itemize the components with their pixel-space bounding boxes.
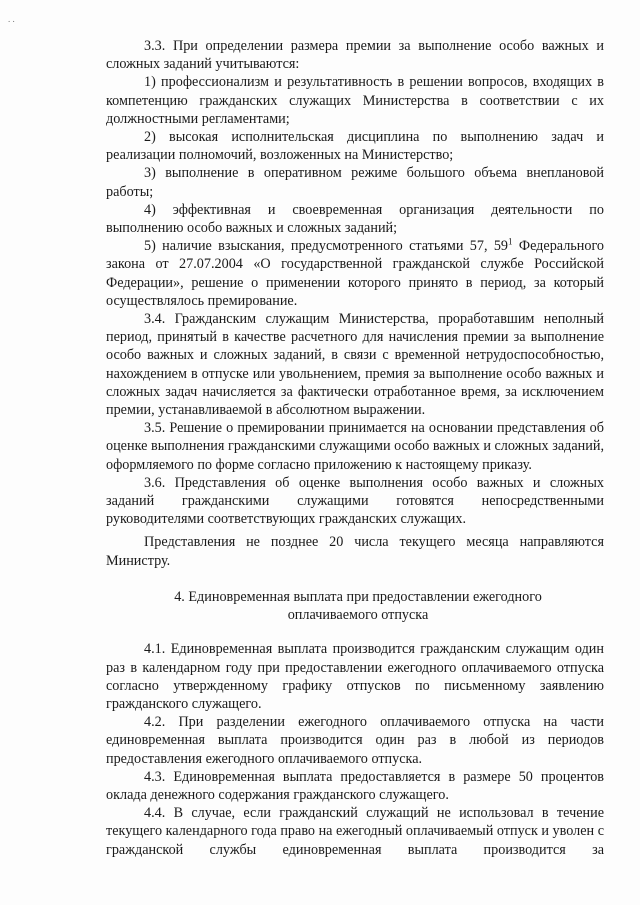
- list-item-1: 1) профессионализм и результативность в решении вопросов, входящих в компетенцию гражданских служащих Министерства в соответствии с их должностными регламентами;: [106, 74, 604, 127]
- list-item-5-text: 5) наличие взыскания, предусмотренного статьями 57, 59: [144, 238, 509, 255]
- list-item-3: 3) выполнение в оперативном режиме большого объема внеплановой работы;: [106, 165, 604, 200]
- paragraph-3-3: 3.3. При определении размера премии за выполнение особо важных и сложных заданий учитываются:: [106, 38, 604, 73]
- paragraph-4-2: 4.2. При разделении ежегодного оплачиваемого отпуска на части единовременная выплата производится один раз в любой из периодов предоставления ежегодного оплачиваемого отпуска.: [106, 714, 604, 767]
- document-body: [106, 37, 604, 859]
- section-4-heading: [106, 570, 604, 640]
- paragraph-4-4: 4.4. В случае, если гражданский служащий не использовал в течение текущего календарного года право на ежегодный оплачиваемый отпуск и уволен с гражданской службы единовременная выплата производится за: [106, 805, 604, 858]
- section-4-heading-line2: оплачиваемого отпуска: [287, 607, 429, 624]
- paragraph-3-6: 3.6. Представления об оценке выполнения особо важных и сложных заданий гражданскими служащими готовятся непосредственными руководителями соответствующих гражданских служащих.: [106, 474, 604, 528]
- paragraph-4-3: 4.3. Единовременная выплата предоставляется в размере 50 процентов оклада денежного содержания гражданского служащего.: [106, 768, 604, 803]
- article-superscript: 1: [508, 236, 513, 247]
- scan-mark: . .: [8, 14, 15, 24]
- list-item-5-rest: Федерального закона от 27.07.2004 «О государственной гражданской службе Российской Федерации», решение о применении которого принято в период, за который осуществлялось премирование.: [106, 238, 605, 309]
- paragraph-3-4: 3.4. Гражданским служащим Министерства, проработавшим неполный период, принятый в качестве расчетного для начисления премии за выполнение особо важных и сложных заданий, в связи с временной нетрудоспособностью, нахождением в отпуске или увольнением, премия за выполнение особо важных и сложных задач начисляется за фактически отработанное время, за исключением премии, устанавливаемой в абсолютном выражении.: [106, 311, 604, 419]
- list-item-2: 2) высокая исполнительская дисциплина по выполнению задач и реализации полномочий, возложенных на Министерство;: [106, 129, 604, 164]
- list-item-5: [106, 237, 604, 310]
- section-4-heading-line1: 4. Единовременная выплата при предоставлении ежегодного: [174, 588, 542, 605]
- paragraph-3-5: 3.5. Решение о премировании принимается на основании представления об оценке выполнения гражданскими служащими особо важных и сложных заданий, оформляемого по форме согласно приложению к настоящему приказу.: [106, 420, 604, 473]
- list-item-4: 4) эффективная и своевременная организация деятельности по выполнению особо важных и сложных заданий;: [106, 201, 604, 237]
- paragraph-4-1: 4.1. Единовременная выплата производится гражданским служащим один раз в календарном году при предоставлении ежегодного оплачиваемого отпуска согласно утвержденному графику отпусков по письменному заявлению гражданского служащего.: [106, 641, 604, 712]
- paragraph-submission: Представления не позднее 20 числа текущего месяца направляются Министру.: [106, 534, 604, 569]
